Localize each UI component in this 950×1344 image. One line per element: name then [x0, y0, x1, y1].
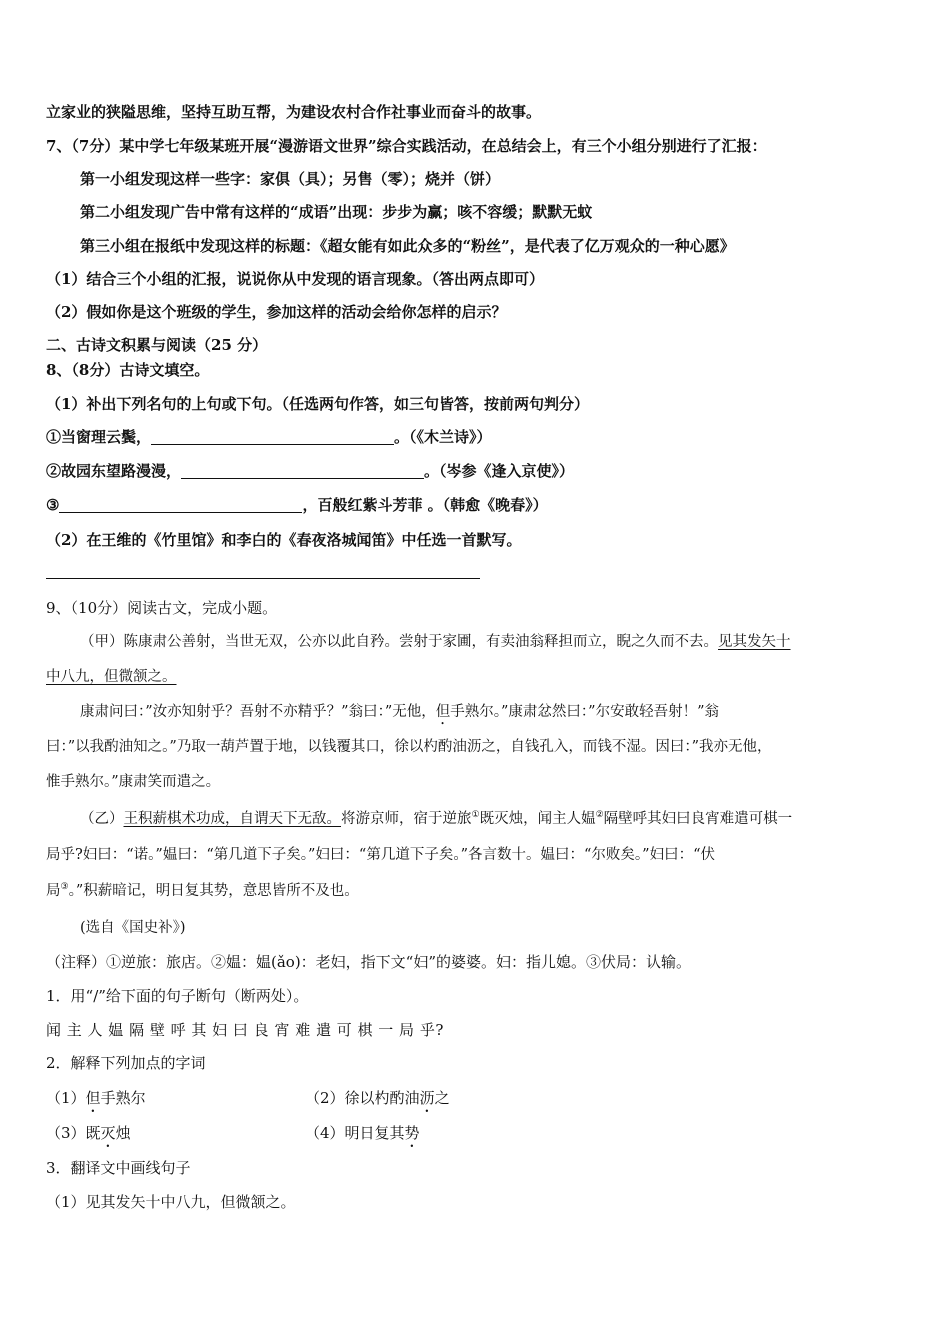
task1-title: 1．用“/”给下面的句子断句（断两处）。: [46, 987, 309, 1005]
jia-underlined: 见其发矢十: [718, 634, 791, 650]
q8-item2-post: 。（岑参《逢入京使》）: [424, 462, 575, 480]
passage-jia-line1: [80, 631, 791, 653]
dotted-char: 沥: [419, 1089, 435, 1107]
q7-sub2: （2）假如你是这个班级的学生，参加这样的活动会给你怎样的启示？: [46, 303, 507, 321]
q9-header: 9、（10分）阅读古文，完成小题。: [46, 599, 278, 617]
yi-text: 。”积薪暗记，明日复其势，意思皆所不及也。: [68, 883, 359, 899]
q6-tail: 立家业的狭隘思维，坚持互助互帮，为建设农村合作社事业而奋斗的故事。: [46, 103, 542, 121]
yi-text: 隔壁呼其妇曰良宵难遣可棋一: [603, 811, 793, 827]
q8-sub2: （2）在王维的《竹里馆》和李白的《春夜洛城闻笛》中任选一首默写。: [46, 531, 522, 549]
q8-item2: [46, 460, 574, 482]
t2-text: （3）既: [46, 1124, 101, 1142]
yi-text: 既灭烛，闻主人媪: [479, 811, 596, 827]
q8-item1-post: 。（《木兰诗》）: [394, 428, 492, 446]
q7-group3: 第三小组在报纸中发现这样的标题：《超女能有如此众多的“粉丝”，是代表了亿万观众的一种心愿》: [80, 237, 735, 255]
footnote-mark: ②: [595, 810, 604, 820]
section2-title: 二、古诗文积累与阅读（25 分）: [46, 336, 268, 354]
yi-underlined: 王积薪棋术功成，自谓天下无敌。: [123, 811, 341, 827]
answer-blank-3[interactable]: [59, 496, 302, 513]
dotted-char: 但: [85, 1089, 101, 1107]
t2-text: 手熟尔: [100, 1089, 146, 1107]
q7-header: 7、（7分）某中学七年级某班开展“漫游语文世界”综合实践活动，在总结会上，有三个小组分别进行了汇报：: [46, 137, 767, 155]
passage-jia-line3: [80, 701, 719, 728]
answer-blank-1[interactable]: [151, 428, 394, 445]
yi-text: 将游京师，宿于逆旅: [341, 811, 472, 827]
passage-yi-line3: [46, 880, 359, 902]
jia-text: 手熟尔。”康肃忿然曰：”尔安敢轻吾射！”翁: [450, 704, 719, 720]
q8-item3-post: ，百般红紫斗芳菲 。（韩愈《晚春》）: [302, 496, 548, 514]
q8-sub1: （1）补出下列名句的上句或下句。（任选两句作答，如三句皆答，按前两句判分）: [46, 395, 589, 413]
answer-blank-2[interactable]: [181, 462, 424, 479]
task1-sentence: 闻 主 人 媪 隔 壁 呼 其 妇 曰 良 宵 难 遣 可 棋 一 局 乎?: [46, 1021, 444, 1039]
task2-item2: [305, 1087, 450, 1116]
dotted-char: 但: [435, 704, 451, 720]
task2-item4: [305, 1122, 420, 1151]
q8-item1-pre: ①当窗理云鬓，: [46, 428, 152, 446]
dotted-char: 灭: [100, 1124, 116, 1142]
q7-group1: 第一小组发现这样一些字：家俱（具）；另售（零）；烧并（饼）: [80, 170, 501, 188]
answer-line[interactable]: [46, 578, 480, 579]
footnote-mark: ①: [471, 810, 480, 820]
q8-header: 8、（8分）古诗文填空。: [46, 361, 210, 379]
q7-group2: 第二小组发现广告中常有这样的“成语”出现：步步为赢；咳不容缓；默默无蚊: [80, 203, 593, 221]
dotted-char: 势: [404, 1124, 420, 1142]
yi-label: （乙）: [80, 811, 124, 827]
task2-item3: [46, 1122, 131, 1151]
task3-item1: （1）见其发矢十中八九，但微颔之。: [46, 1193, 296, 1211]
annotations: （注释）①逆旅：旅店。②媪：媪(ǎo)：老妇，指下文“妇”的婆婆。妇：指儿媳。③伏局：认输。: [46, 953, 692, 971]
source-note: (选自《国史补》): [80, 920, 186, 936]
yi-text: 局: [46, 883, 61, 899]
passage-jia-line4: 曰：”以我酌油知之。”乃取一葫芦置于地，以钱覆其口，徐以杓酌油沥之，自钱孔入，而钱不湿。因曰：”我亦无他，: [46, 739, 772, 755]
q8-item3: [46, 494, 548, 516]
t2-text: 之: [434, 1089, 450, 1107]
q8-item1: [46, 426, 492, 448]
footnote-mark: ③: [60, 882, 69, 892]
task2-item1: [46, 1087, 146, 1116]
passage-jia-line5: 惟手熟尔。”康肃笑而遣之。: [46, 774, 221, 790]
task2-title: 2．解释下列加点的字词: [46, 1054, 206, 1072]
passage-jia-line2: [46, 666, 177, 688]
task3-title: 3．翻译文中画线句子: [46, 1159, 191, 1177]
passage-yi-line1: [80, 808, 792, 830]
jia-text: （甲）陈康肃公善射，当世无双，公亦以此自矜。尝射于家圃，有卖油翁释担而立，睨之久而不去。: [80, 634, 718, 650]
t2-text: 烛: [115, 1124, 131, 1142]
q8-item3-pre: ③: [46, 496, 60, 514]
t2-text: （2）徐以杓酌油: [305, 1089, 420, 1107]
q8-item2-pre: ②故园东望路漫漫，: [46, 462, 182, 480]
passage-yi-line2: 局乎?妇曰：“诺。”媪曰：“第几道下子矣。”妇曰：“第几道下子矣。”各言数十。媪曰：“尔败矣。”妇曰：“伏: [46, 847, 715, 863]
jia-underlined-cont: 中八九，但微颔之。: [46, 669, 177, 685]
jia-text: 康肃问曰：”汝亦知射乎？吾射不亦精乎？”翁曰：”无他，: [80, 704, 436, 720]
t2-text: （1）: [46, 1089, 86, 1107]
q7-sub1: （1）结合三个小组的汇报，说说你从中发现的语言现象。（答出两点即可）: [46, 270, 544, 288]
t2-text: （4）明日复其: [305, 1124, 405, 1142]
